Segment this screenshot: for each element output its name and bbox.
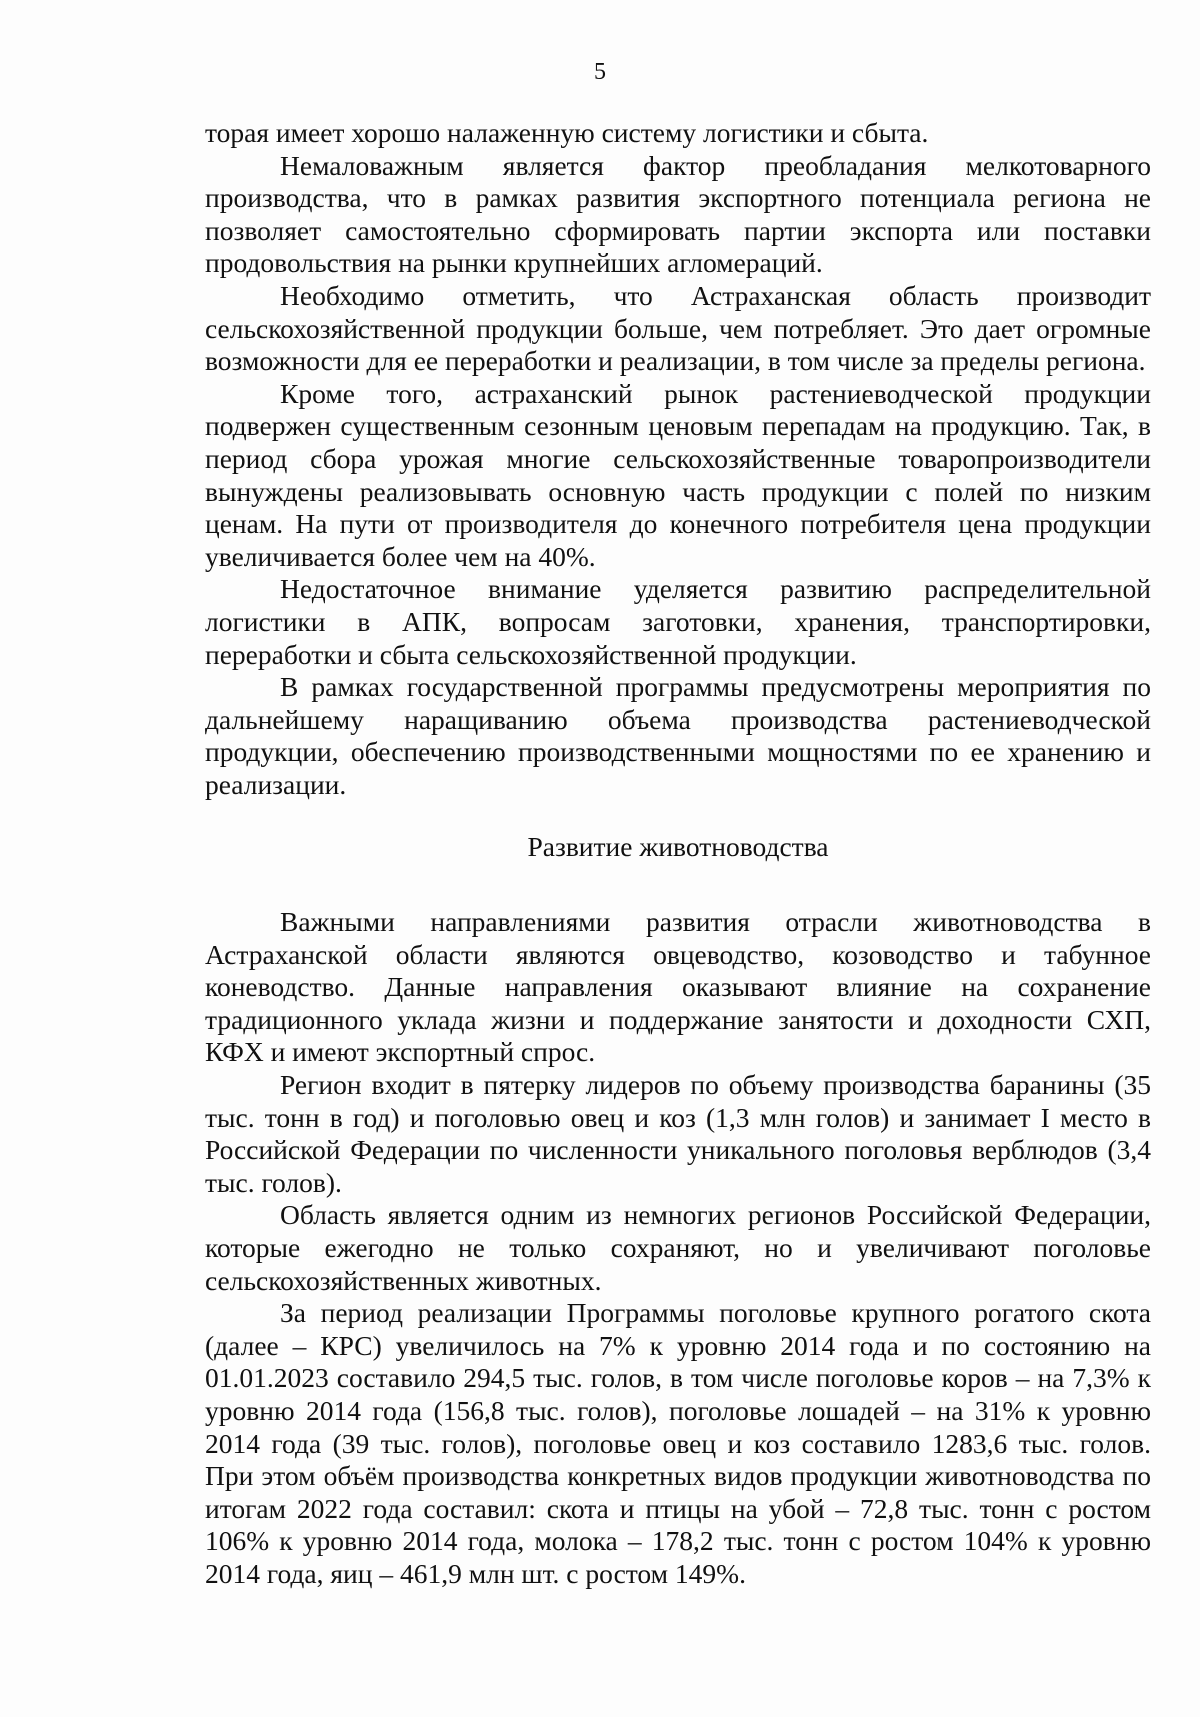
paragraph: Немаловажным является фактор преобладания мелкотоварного производства, что в рамках развития экспортного потенциала региона не позволяет самостоятельно сформировать партии экспорта или поставки продовольствия на рынки крупнейших агломераций.: [205, 149, 1151, 279]
page-number: 5: [594, 59, 606, 85]
paragraph: Необходимо отметить, что Астраханская область производит сельскохозяйственной продукции больше, чем потребляет. Это дает огромные возможности для ее переработки и реализации, в том числе за пределы региона.: [205, 279, 1151, 377]
paragraph: Область является одним из немногих регионов Российской Федерации, которые ежегодно не только сохраняют, но и увеличивают поголовье сельскохозяйственных животных.: [205, 1199, 1151, 1296]
paragraph: Кроме того, астраханский рынок растениеводческой продукции подвержен существенным сезонным ценовым перепадам на продукцию. Так, в период сбора урожая многие сельскохозяйственные товаропроизводители вынуждены реализовывать основную часть продукции с полей по низким ценам. На пути от производителя до конечного потребителя цена продукции увеличивается более чем на 40%.: [205, 377, 1151, 572]
paragraph: За период реализации Программы поголовье крупного рогатого скота (далее – КРС) увеличилось на 7% к уровню 2014 года и по состоянию на 01.01.2023 составило 294,5 тыс. голов, в том числе поголовье коров – на 7,3% к уровню 2014 года (156,8 тыс. голов), поголовье лошадей – на 31% к уровню 2014 года (39 тыс. голов), поголовье овец и коз составило 1283,6 тыс. голов. При этом объём производства конкретных видов продукции животноводства по итогам 2022 года составил: скота и птицы на убой – 72,8 тыс. тонн с ростом 106% к уровню 2014 года, молока – 178,2 тыс. тонн с ростом 104% к уровню 2014 года, яиц – 461,9 млн шт. с ростом 149%.: [205, 1297, 1151, 1589]
paragraph: В рамках государственной программы предусмотрены мероприятия по дальнейшему наращиванию объема производства растениеводческой продукции, обеспечению производственными мощностями по ее хранению и реализации.: [205, 671, 1151, 800]
document-body: [205, 117, 1151, 1591]
paragraph-continuation: торая имеет хорошо налаженную систему логистики и сбыта.: [205, 117, 929, 148]
paragraph: Важными направлениями развития отрасли животноводства в Астраханской области являются овцеводство, козоводство и табунное коневодство. Данные направления оказывают влияние на сохранение традиционного уклада жизни и поддержание занятости и доходности СХП, КФХ и имеют экспортный спрос.: [205, 906, 1151, 1068]
paragraph: Недостаточное внимание уделяется развитию распределительной логистики в АПК, вопросам заготовки, хранения, транспортировки, переработки и сбыта сельскохозяйственной продукции.: [205, 573, 1151, 670]
section-heading: Развитие животноводства: [527, 831, 829, 863]
paragraph: Регион входит в пятерку лидеров по объему производства баранины (35 тыс. тонн в год) и поголовью овец и коз (1,3 млн голов) и занимает I место в Российской Федерации по численности уникального поголовья верблюдов (3,4 тыс. голов).: [205, 1069, 1151, 1198]
